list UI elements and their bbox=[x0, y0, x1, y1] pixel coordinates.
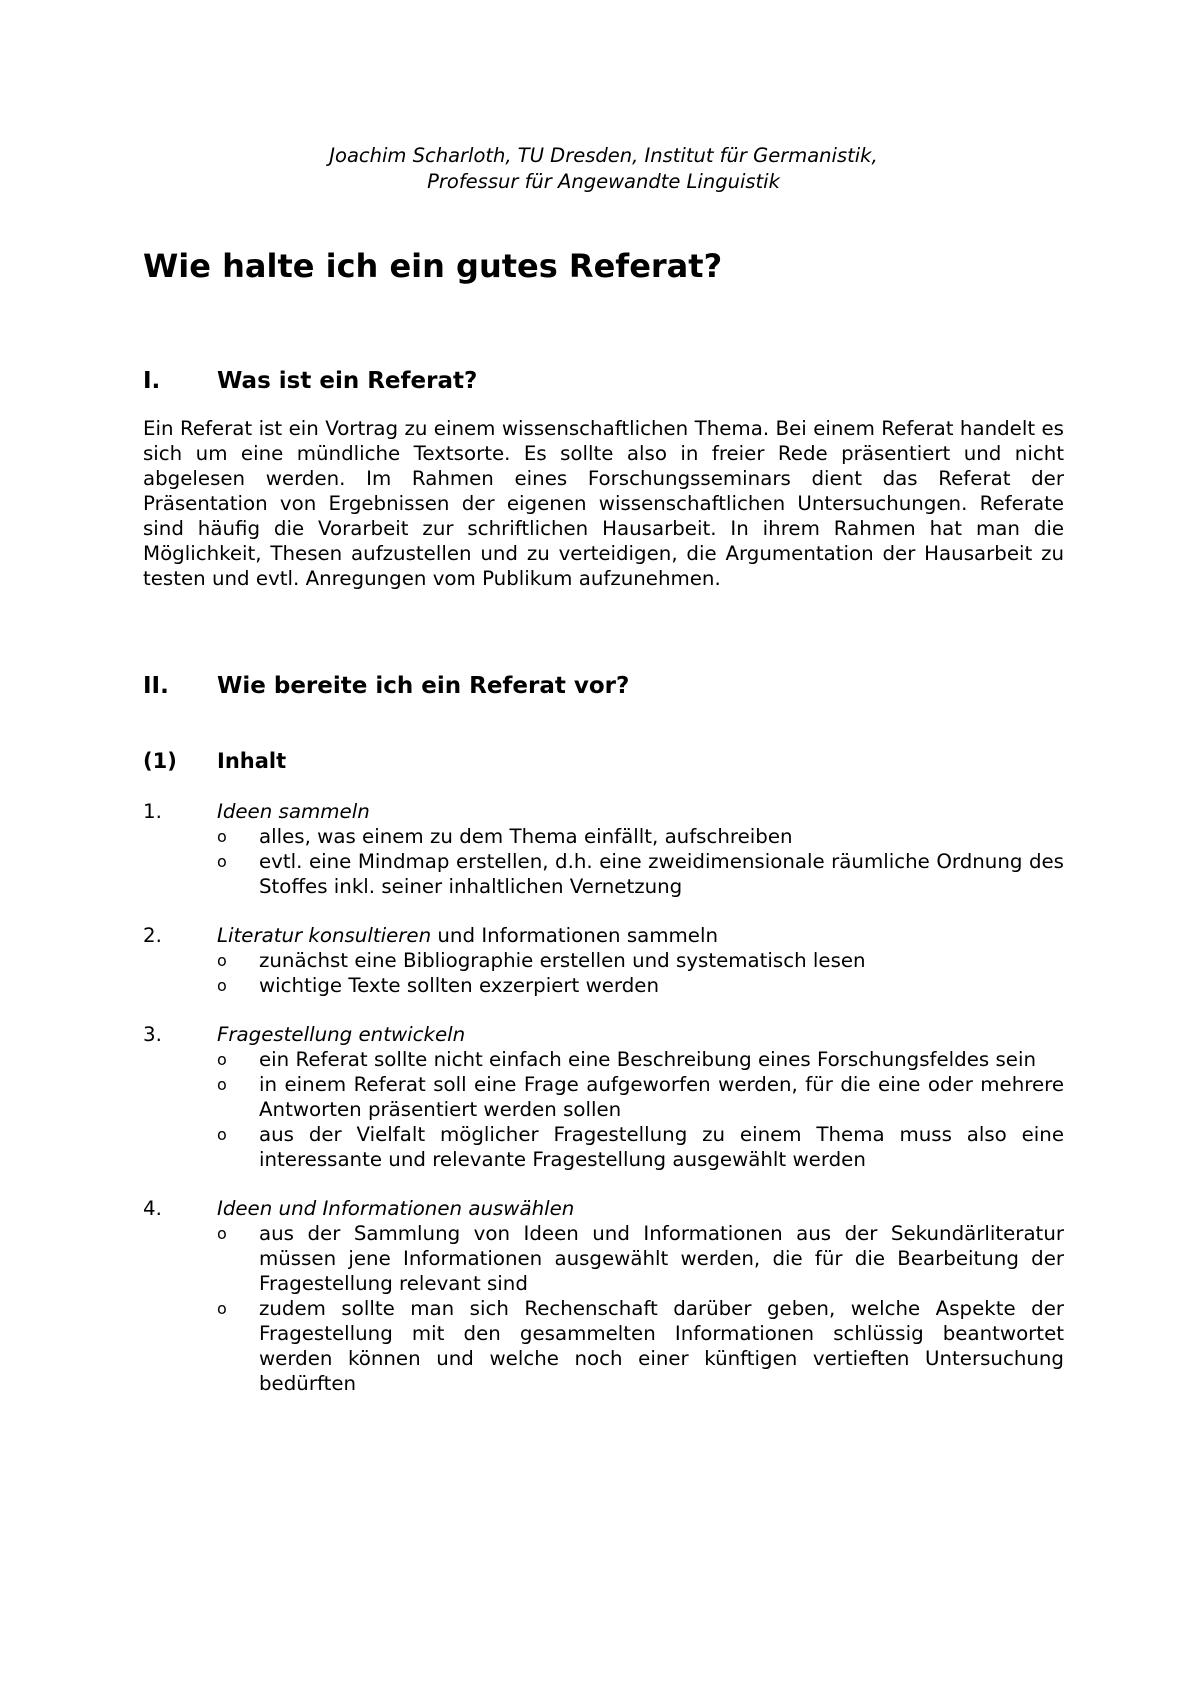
bullet-marker-icon: o bbox=[217, 1050, 227, 1069]
section-1-title: Was ist ein Referat? bbox=[217, 368, 478, 394]
bullet-item bbox=[143, 1072, 1064, 1122]
section-1-number: I. bbox=[143, 368, 161, 394]
list-item-title-italic: Literatur konsultieren bbox=[217, 924, 432, 947]
list-item-title bbox=[217, 923, 718, 948]
bullet-list bbox=[143, 948, 1064, 998]
list-item bbox=[143, 923, 1064, 998]
bullet-marker-icon: o bbox=[217, 852, 227, 871]
list-item-number: 2. bbox=[143, 924, 162, 947]
list-item-heading bbox=[143, 799, 1064, 824]
list-item bbox=[143, 1196, 1064, 1396]
list-item-heading bbox=[143, 1196, 1064, 1221]
bullet-item bbox=[143, 1221, 1064, 1296]
bullet-marker-icon: o bbox=[217, 976, 227, 995]
bullet-marker-icon: o bbox=[217, 1075, 227, 1094]
bullet-text: aus der Sammlung von Ideen und Informationen aus der Sekundärliteratur müssen jene Informationen ausgewählt werden, die für die Bearbeitung der Fragestellung relevant sind bbox=[259, 1222, 1064, 1295]
subsection-title: Inhalt bbox=[217, 749, 287, 773]
author-line-2: Professur für Angewandte Linguistik bbox=[427, 170, 780, 193]
numbered-list bbox=[143, 799, 1064, 1396]
list-item bbox=[143, 799, 1064, 899]
section-2-number: II. bbox=[143, 673, 169, 699]
bullet-marker-icon: o bbox=[217, 1125, 227, 1144]
list-item bbox=[143, 1022, 1064, 1172]
bullet-marker-icon: o bbox=[217, 1299, 227, 1318]
list-item-heading bbox=[143, 923, 1064, 948]
bullet-text: alles, was einem zu dem Thema einfällt, aufschreiben bbox=[259, 825, 793, 848]
bullet-item bbox=[143, 948, 1064, 973]
list-item-title-italic: Fragestellung entwickeln bbox=[217, 1023, 466, 1046]
bullet-text: ein Referat sollte nicht einfach eine Beschreibung eines Forschungsfeldes sein bbox=[259, 1048, 1036, 1071]
page-content bbox=[143, 143, 1064, 1396]
list-item-title-italic: Ideen und Informationen auswählen bbox=[217, 1197, 575, 1220]
bullet-text: zudem sollte man sich Rechenschaft darüber geben, welche Aspekte der Fragestellung mit den gesammelten Informationen schlüssig beantwortet werden können und welche noch einer künftigen vertieften Untersuchung bedürften bbox=[259, 1297, 1064, 1395]
bullet-text: evtl. eine Mindmap erstellen, d.h. eine zweidimensionale räumliche Ordnung des Stoffes inkl. seiner inhaltlichen Vernetzung bbox=[259, 850, 1064, 898]
list-item-number: 1. bbox=[143, 800, 162, 823]
subsection-number: (1) bbox=[143, 749, 177, 773]
list-item-title bbox=[217, 799, 370, 824]
bullet-marker-icon: o bbox=[217, 1224, 227, 1243]
bullet-text: aus der Vielfalt möglicher Fragestellung zu einem Thema muss also eine interessante und relevante Fragestellung ausgewählt werden bbox=[259, 1123, 1064, 1171]
bullet-list bbox=[143, 1047, 1064, 1172]
bullet-item bbox=[143, 849, 1064, 899]
bullet-text: wichtige Texte sollten exzerpiert werden bbox=[259, 974, 659, 997]
bullet-list bbox=[143, 824, 1064, 899]
bullet-item bbox=[143, 1296, 1064, 1396]
bullet-item bbox=[143, 824, 1064, 849]
author-line-1: Joachim Scharloth, TU Dresden, Institut für Germanistik, bbox=[329, 144, 878, 167]
list-item-title bbox=[217, 1022, 465, 1047]
bullet-list bbox=[143, 1221, 1064, 1396]
bullet-marker-icon: o bbox=[217, 827, 227, 846]
list-item-title bbox=[217, 1196, 574, 1221]
section-1-paragraph: Ein Referat ist ein Vortrag zu einem wissenschaftlichen Thema. Bei einem Referat handelt es sich um eine mündliche Textsorte. Es sollte also in freier Rede präsentiert und nicht abgelesen werden. Im Rahmen eines Forschungsseminars dient das Referat der Präsentation von Ergebnissen der eigenen wissenschaftlichen Untersuchungen. Referate sind häufig die Vorarbeit zur schriftlichen Hausarbeit. In ihrem Rahmen hat man die Möglichkeit, Thesen aufzustellen und zu verteidigen, die Argumentation der Hausarbeit zu testen und evtl. Anregungen vom Publikum aufzunehmen. bbox=[143, 417, 1064, 590]
bullet-text: zunächst eine Bibliographie erstellen und systematisch lesen bbox=[259, 949, 866, 972]
bullet-item bbox=[143, 1047, 1064, 1072]
list-item-title-rest: und Informationen sammeln bbox=[431, 924, 718, 947]
bullet-text: in einem Referat soll eine Frage aufgeworfen werden, für die eine oder mehrere Antworten präsentiert werden sollen bbox=[259, 1073, 1064, 1121]
list-item-heading bbox=[143, 1022, 1064, 1047]
section-1-heading bbox=[143, 366, 1064, 396]
document-title: Wie halte ich ein gutes Referat? bbox=[143, 247, 723, 285]
subsection-heading bbox=[143, 747, 1064, 775]
section-2-heading bbox=[143, 671, 1064, 701]
section-2-title: Wie bereite ich ein Referat vor? bbox=[217, 673, 630, 699]
bullet-item bbox=[143, 1122, 1064, 1172]
list-item-number: 4. bbox=[143, 1197, 162, 1220]
list-item-title-italic: Ideen sammeln bbox=[217, 800, 370, 823]
list-item-number: 3. bbox=[143, 1023, 162, 1046]
bullet-marker-icon: o bbox=[217, 951, 227, 970]
bullet-item bbox=[143, 973, 1064, 998]
